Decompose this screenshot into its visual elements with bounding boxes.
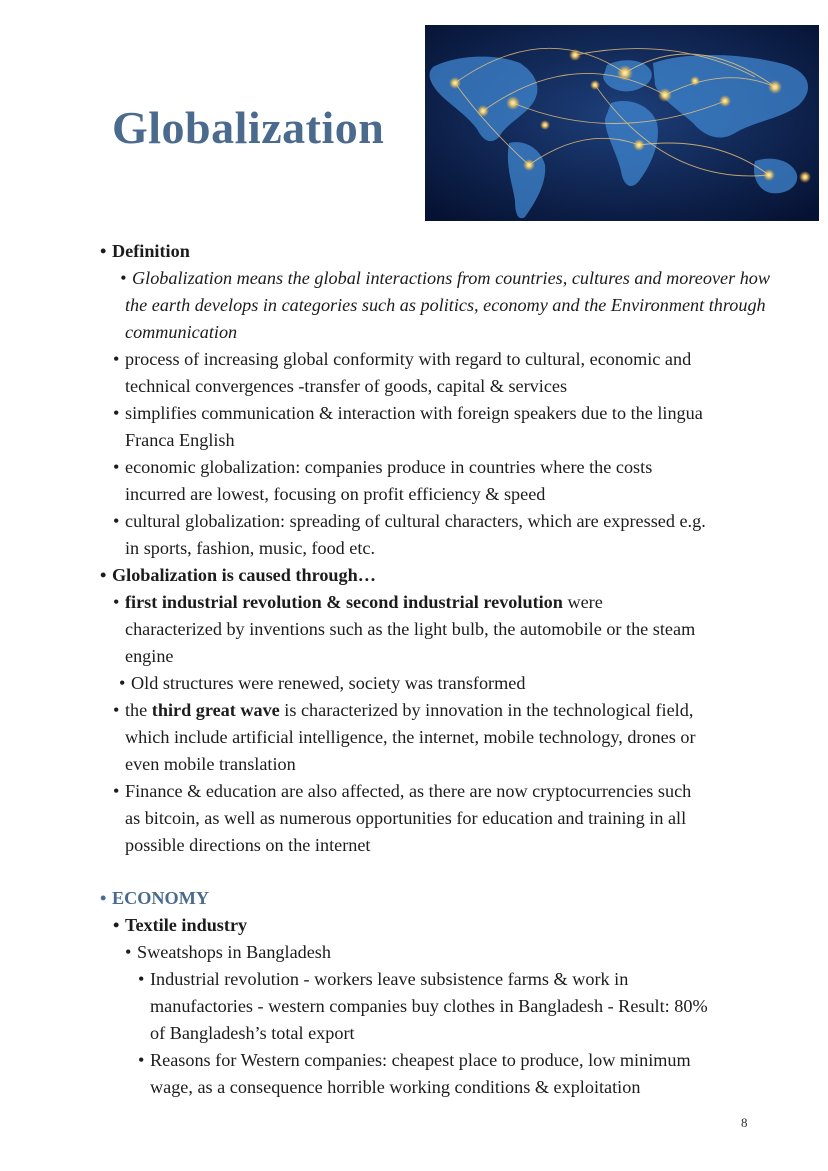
causes-item-cont: engine xyxy=(125,646,174,666)
definition-item: • process of increasing global conformity with regard to cultural, economic and xyxy=(0,346,828,373)
definition-item-cont: the earth develops in categories such as politics, economy and the Environment through xyxy=(125,295,766,315)
causes-item-cont: possible directions on the internet xyxy=(125,835,371,855)
causes-item-text: were xyxy=(562,592,603,612)
causes-item-bold: first industrial revolution & second industrial revolution xyxy=(125,592,563,612)
causes-heading: • Globalization is caused through… xyxy=(0,562,828,589)
definition-item-cont: incurred are lowest, focusing on profit efficiency & speed xyxy=(125,484,546,504)
causes-item-cont: as bitcoin, as well as numerous opportunities for education and training in all xyxy=(125,808,687,828)
textile-heading: • Textile industry xyxy=(0,912,828,939)
causes-item xyxy=(0,697,828,724)
page-content xyxy=(0,238,828,1101)
causes-item-text: is characterized by innovation in the technological field, xyxy=(279,700,694,720)
definition-item: • economic globalization: companies produce in countries where the costs xyxy=(0,454,828,481)
economy-heading: • ECONOMY xyxy=(0,885,828,912)
definition-item: • simplifies communication & interaction with foreign speakers due to the lingua xyxy=(0,400,828,427)
definition-item-cont: technical convergences -transfer of goods, capital & services xyxy=(125,376,568,396)
definition-item-cont: communication xyxy=(125,322,238,342)
definition-heading: • Definition xyxy=(0,238,828,265)
economy-point: • Reasons for Western companies: cheapest place to produce, low minimum xyxy=(0,1047,828,1074)
causes-item-cont: characterized by inventions such as the light bulb, the automobile or the steam xyxy=(125,619,696,639)
definition-item: • cultural globalization: spreading of cultural characters, which are expressed e.g. xyxy=(0,508,828,535)
economy-point: • Industrial revolution - workers leave subsistence farms & work in xyxy=(0,966,828,993)
definition-item: • Globalization means the global interactions from countries, cultures and moreover how xyxy=(0,265,828,292)
world-map-image xyxy=(425,25,819,221)
economy-point-cont: of Bangladesh’s total export xyxy=(150,1023,355,1043)
section-spacer xyxy=(0,859,828,885)
page-number: 8 xyxy=(741,1115,748,1130)
causes-item-text: the xyxy=(125,700,152,720)
economy-point-cont: wage, as a consequence horrible working conditions & exploitation xyxy=(150,1077,641,1097)
causes-item xyxy=(0,589,828,616)
sweatshops-item: • Sweatshops in Bangladesh xyxy=(0,939,828,966)
page-title: Globalization xyxy=(112,102,385,153)
causes-item-bold: third great wave xyxy=(151,700,280,720)
definition-item-cont: in sports, fashion, music, food etc. xyxy=(125,538,376,558)
causes-item: • Old structures were renewed, society was transformed xyxy=(0,670,828,697)
economy-point-cont: manufactories - western companies buy clothes in Bangladesh - Result: 80% xyxy=(150,996,708,1016)
causes-item: • Finance & education are also affected, as there are now cryptocurrencies such xyxy=(0,778,828,805)
causes-item-cont: which include artificial intelligence, the internet, mobile technology, drones or xyxy=(125,727,696,747)
causes-item-cont: even mobile translation xyxy=(125,754,296,774)
definition-item-cont: Franca English xyxy=(125,430,235,450)
